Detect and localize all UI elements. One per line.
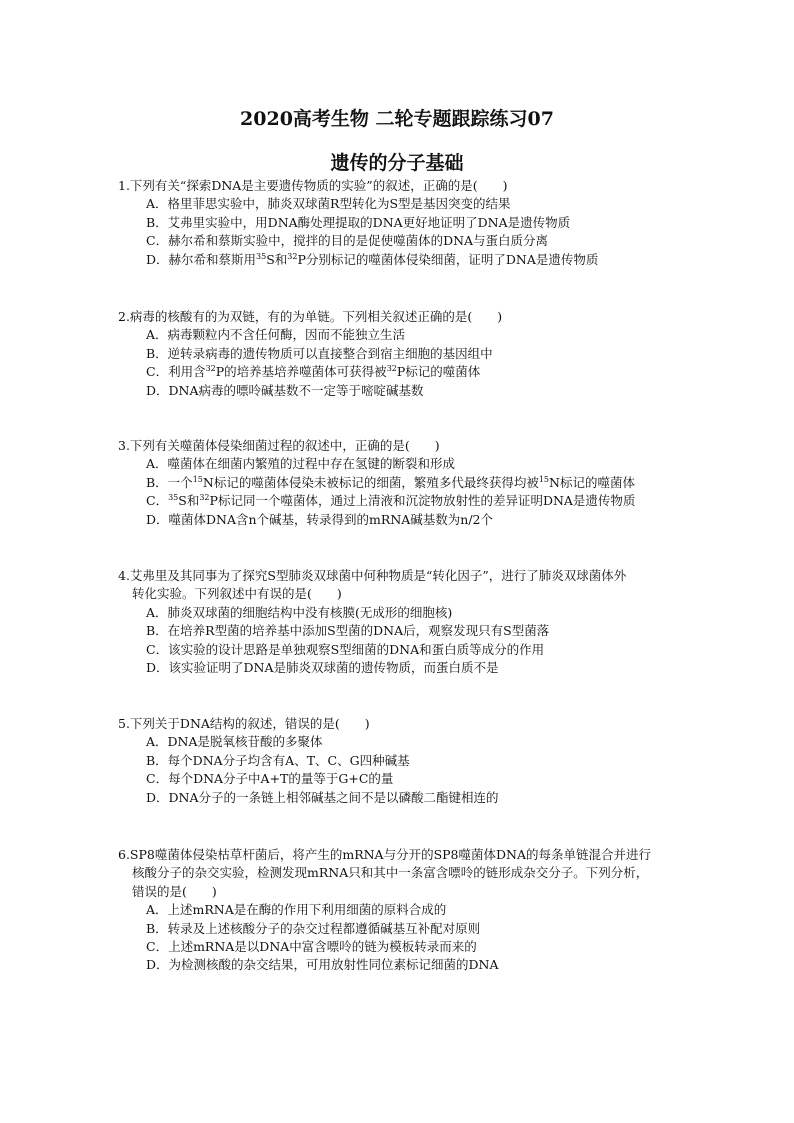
option-a: A．上述mRNA是在酶的作用下利用细菌的原料合成的 xyxy=(146,902,447,918)
options-list xyxy=(118,733,718,807)
option-c: C．$^{35}$S和$^{32}$P标记同一个噬菌体，通过上清液和沉淀物放射性的差异证明DNA是遗传物质 xyxy=(146,493,636,509)
option-c: C．上述mRNA是以DNA中富含嘌呤的链为模板转录而来的 xyxy=(146,939,477,955)
option-c: C．赫尔希和蔡斯实验中，搅拌的目的是促使噬菌体的DNA与蛋白质分离 xyxy=(146,233,549,249)
question-2 xyxy=(118,308,718,400)
option-d: D．该实验证明了DNA是肺炎双球菌的遗传物质，而蛋白质不是 xyxy=(146,660,499,676)
option-a: A．噬菌体在细菌内繁殖的过程中存在氢键的断裂和形成 xyxy=(146,456,456,472)
question-stem xyxy=(118,846,718,901)
question-stem: 3.下列有关噬菌体侵染细菌过程的叙述中，正确的是( ) xyxy=(118,438,440,453)
option-a: A．DNA是脱氧核苷酸的多聚体 xyxy=(146,734,323,750)
question-5 xyxy=(118,715,718,807)
option-b: B．转录及上述核酸分子的杂交过程都遵循碱基互补配对原则 xyxy=(146,920,481,936)
doc-title: 2020高考生物 二轮专题跟踪练习07 xyxy=(240,108,554,130)
options-list xyxy=(118,326,718,400)
option-b: B．在培养R型菌的培养基中添加S型菌的DNA后，观察发现只有S型菌落 xyxy=(146,623,550,639)
option-c: C．每个DNA分子中A+T的量等于G+C的量 xyxy=(146,771,394,787)
doc-subtitle: 遗传的分子基础 xyxy=(330,152,464,174)
stem-line-2: 核酸分子的杂交实验，检测发现mRNA只和其中一条富含嘌呤的链形成杂交分子。下列分析， xyxy=(132,865,649,881)
options-list xyxy=(118,901,718,975)
option-d: D．为检测核酸的杂交结果，可用放射性同位素标记细菌的DNA xyxy=(146,957,499,973)
option-a: A．格里菲思实验中，肺炎双球菌R型转化为S型是基因突变的结果 xyxy=(146,196,511,212)
option-b: B．逆转录病毒的遗传物质可以直接整合到宿主细胞的基因组中 xyxy=(146,345,493,361)
option-a: A．病毒颗粒内不含任何酶，因而不能独立生活 xyxy=(146,327,406,343)
question-stem: 1.下列有关“探索DNA是主要遗传物质的实验”的叙述，正确的是( ) xyxy=(118,178,508,193)
stem-line-3: 错误的是( ) xyxy=(132,883,217,899)
option-d: D．DNA分子的一条链上相邻碱基之间不是以磷酸二酯键相连的 xyxy=(146,789,499,805)
question-stem: 2.病毒的核酸有的为双链，有的为单链。下列相关叙述正确的是( ) xyxy=(118,309,503,324)
options-list xyxy=(118,195,718,269)
question-6 xyxy=(118,846,718,975)
options-list xyxy=(118,604,718,678)
stem-line-1: 6.SP8噬菌体侵染枯草杆菌后，将产生的mRNA与分开的SP8噬菌体DNA的每条单链混合并进行 xyxy=(118,847,651,862)
question-1 xyxy=(118,177,718,269)
option-a: A．肺炎双球菌的细胞结构中没有核膜(无成形的细胞核) xyxy=(146,604,453,620)
question-stem: 5.下列关于DNA结构的叙述，错误的是( ) xyxy=(118,716,370,731)
option-b: B．每个DNA分子均含有A、T、C、G四种碱基 xyxy=(146,752,410,768)
option-d: D．赫尔希和蔡斯用$^{35}$S和$^{32}$P分别标记的噬菌体侵染细菌，证明了DNA是遗传物质 xyxy=(146,251,599,267)
option-c: C．利用含$^{32}$P的培养基培养噬菌体可获得被$^{32}$P标记的噬菌体 xyxy=(146,364,481,380)
question-stem xyxy=(118,567,718,604)
options-list xyxy=(118,455,718,529)
option-c: C．该实验的设计思路是单独观察S型细菌的DNA和蛋白质等成分的作用 xyxy=(146,641,545,657)
stem-line-1: 4.艾弗里及其同事为了探究S型肺炎双球菌中何种物质是“转化因子”，进行了肺炎双球菌体外 xyxy=(118,568,627,583)
question-4 xyxy=(118,567,718,677)
option-d: D．DNA病毒的嘌呤碱基数不一定等于嘧啶碱基数 xyxy=(146,382,424,398)
option-b: B．一个$^{15}$N标记的噬菌体侵染未被标记的细菌，繁殖多代最终获得均被$^{15}$N标记的噬菌体 xyxy=(146,474,635,490)
option-b: B．艾弗里实验中，用DNA酶处理提取的DNA更好地证明了DNA是遗传物质 xyxy=(146,214,571,230)
stem-line-2: 转化实验。下列叙述中有误的是( ) xyxy=(132,586,342,602)
option-d: D．噬菌体DNA含n个碱基，转录得到的mRNA碱基数为n/2个 xyxy=(146,511,494,527)
question-3 xyxy=(118,437,718,529)
